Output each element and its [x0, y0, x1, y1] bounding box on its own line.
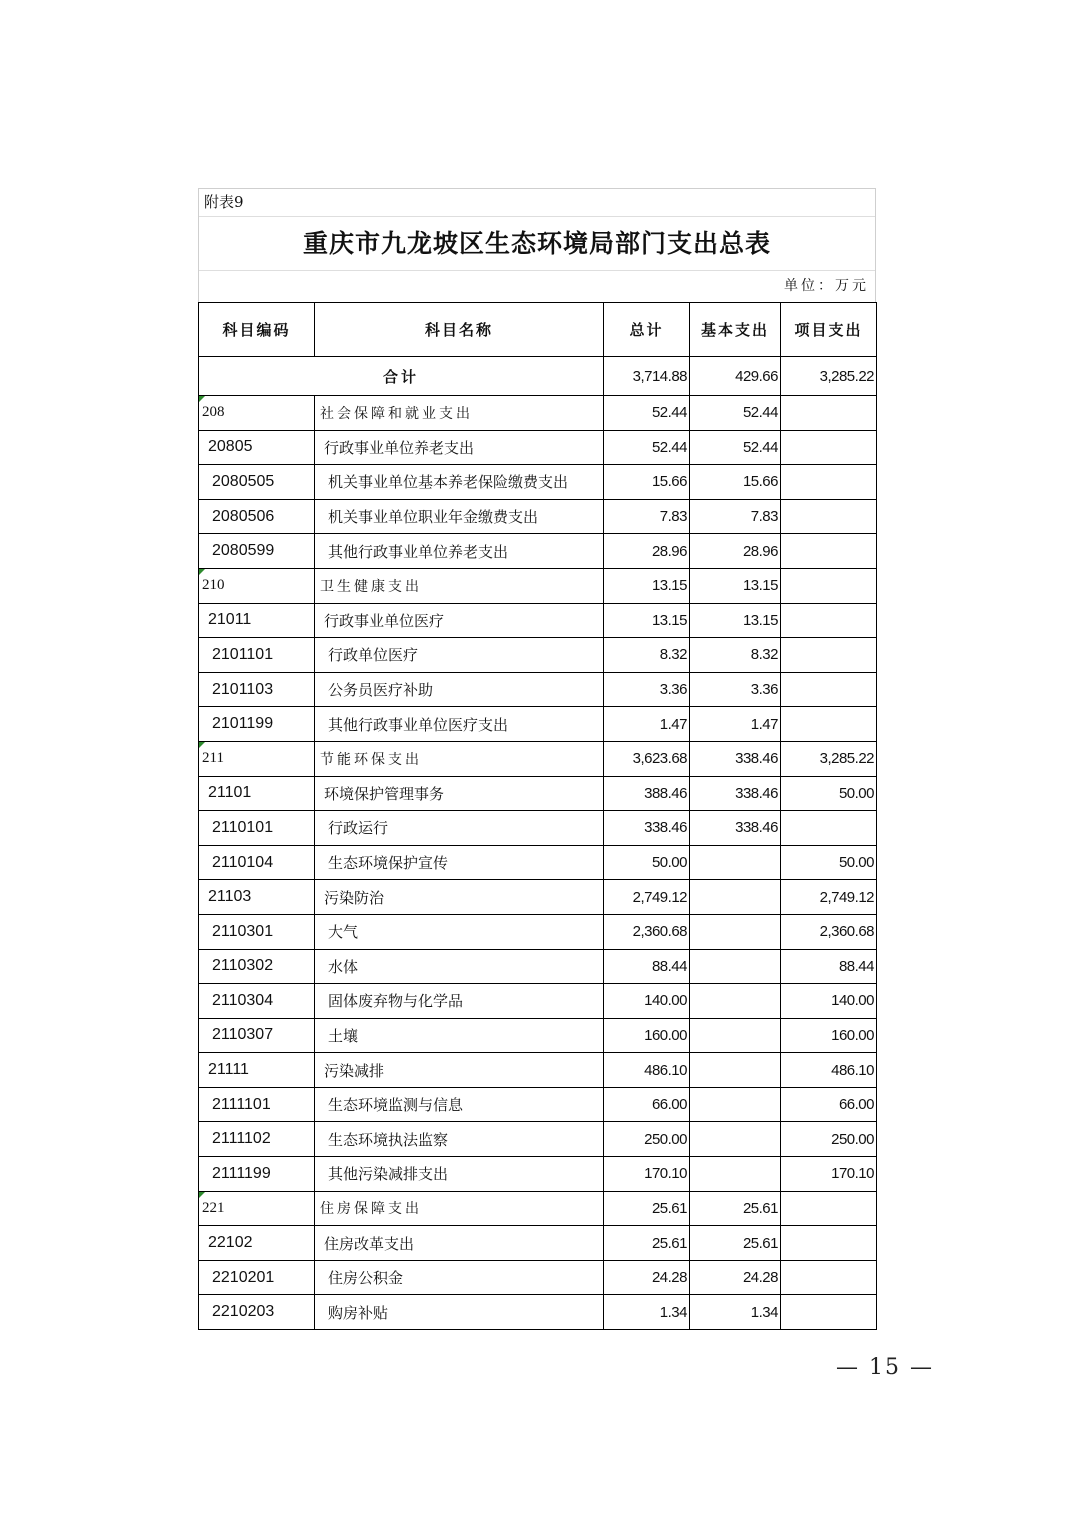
row-total-text: 28.96	[651, 542, 687, 560]
row-basic	[690, 880, 781, 915]
row-name	[315, 430, 604, 465]
cell-flag-icon	[199, 569, 205, 575]
total-basic: 429.66	[690, 357, 781, 396]
row-name-text: 节能环保支出	[320, 751, 422, 768]
row-code-text: 21111	[208, 1061, 249, 1079]
row-code	[199, 776, 315, 811]
row-basic-text: 52.44	[742, 438, 778, 456]
row-name	[315, 465, 604, 500]
row-name	[315, 1018, 604, 1053]
row-project	[781, 741, 877, 776]
row-name	[315, 811, 604, 846]
row-total	[604, 776, 690, 811]
row-project-text: 50.00	[838, 854, 874, 872]
row-project-text: 2,360.68	[819, 923, 874, 941]
row-code-text: 210	[202, 577, 225, 594]
row-name	[315, 776, 604, 811]
row-project-text: 50.00	[838, 784, 874, 802]
row-basic	[690, 1157, 781, 1192]
row-basic	[690, 707, 781, 742]
row-project	[781, 880, 877, 915]
row-name	[315, 1260, 604, 1295]
table-row	[199, 568, 877, 603]
table-row	[199, 603, 877, 638]
row-basic-text: 338.46	[735, 819, 778, 837]
row-project	[781, 638, 877, 673]
row-project	[781, 603, 877, 638]
row-basic-text: 52.44	[742, 404, 778, 422]
row-code-text: 2110302	[212, 957, 274, 975]
row-code	[199, 568, 315, 603]
row-name	[315, 534, 604, 569]
row-code	[199, 638, 315, 673]
row-basic-text: 25.61	[742, 1199, 778, 1217]
row-code-text: 2111102	[212, 1130, 271, 1148]
header-name: 科目名称	[315, 303, 604, 357]
row-total-text: 2,749.12	[632, 888, 687, 906]
row-project	[781, 672, 877, 707]
table-row	[199, 707, 877, 742]
row-basic	[690, 465, 781, 500]
row-total-text: 170.10	[644, 1165, 687, 1183]
row-project-text: 250.00	[831, 1130, 874, 1148]
row-total-text: 7.83	[659, 508, 687, 526]
row-name-text: 社会保障和就业支出	[320, 405, 473, 422]
row-code	[199, 1226, 315, 1261]
row-name	[315, 1122, 604, 1157]
row-basic	[690, 914, 781, 949]
row-total	[604, 638, 690, 673]
row-code-text: 2111101	[212, 1095, 271, 1113]
row-code	[199, 1087, 315, 1122]
row-project	[781, 1018, 877, 1053]
row-name-text: 环境保护管理事务	[324, 784, 445, 803]
row-name	[315, 499, 604, 534]
row-code	[199, 1018, 315, 1053]
table-row	[199, 984, 877, 1019]
row-code	[199, 1122, 315, 1157]
row-name-text: 生态环境保护宣传	[328, 854, 449, 873]
row-project	[781, 776, 877, 811]
row-basic	[690, 1018, 781, 1053]
header-total: 总计	[604, 303, 690, 357]
table-row	[199, 1018, 877, 1053]
row-code	[199, 672, 315, 707]
table-row	[199, 1191, 877, 1226]
row-basic	[690, 741, 781, 776]
row-name-text: 行政事业单位养老支出	[324, 438, 475, 457]
row-name-text: 水体	[328, 957, 359, 976]
row-basic	[690, 603, 781, 638]
row-project	[781, 1122, 877, 1157]
row-project-text: 2,749.12	[819, 888, 874, 906]
row-name	[315, 568, 604, 603]
row-name-text: 机关事业单位职业年金缴费支出	[328, 508, 539, 527]
row-code-text: 2080506	[212, 507, 275, 525]
row-project	[781, 1191, 877, 1226]
row-code	[199, 430, 315, 465]
row-total-text: 8.32	[659, 646, 687, 664]
row-basic-text: 25.61	[742, 1234, 778, 1252]
row-project-text: 170.10	[831, 1165, 874, 1183]
row-total	[604, 499, 690, 534]
row-name-text: 住房保障支出	[320, 1201, 422, 1218]
row-project	[781, 949, 877, 984]
row-total-text: 2,360.68	[632, 923, 687, 941]
row-code	[199, 396, 315, 431]
row-basic-text: 3.36	[750, 681, 778, 699]
sheet-header	[198, 188, 876, 302]
unit-label: 单位：万元	[784, 278, 869, 294]
row-basic-text: 24.28	[742, 1269, 778, 1287]
row-code-text: 21101	[208, 784, 252, 802]
row-total	[604, 1157, 690, 1192]
row-name-text: 公务员医疗补助	[328, 681, 434, 700]
row-code	[199, 811, 315, 846]
row-code-text: 2110304	[212, 991, 274, 1009]
row-code-text: 2101103	[212, 680, 274, 698]
table-row	[199, 638, 877, 673]
row-name-text: 机关事业单位基本养老保险缴费支出	[328, 473, 569, 492]
row-total	[604, 1122, 690, 1157]
row-total	[604, 845, 690, 880]
row-project-text: 486.10	[831, 1061, 874, 1079]
row-total-text: 13.15	[651, 611, 687, 629]
table-row	[199, 396, 877, 431]
row-code-text: 208	[202, 404, 225, 421]
table-title: 重庆市九龙坡区生态环境局部门支出总表	[199, 217, 875, 271]
row-basic	[690, 534, 781, 569]
row-total-text: 25.61	[651, 1199, 687, 1217]
row-basic-text: 1.47	[750, 715, 778, 733]
row-total-text: 52.44	[651, 404, 687, 422]
row-total	[604, 949, 690, 984]
row-code-text: 2210203	[212, 1303, 275, 1321]
row-project	[781, 430, 877, 465]
row-basic	[690, 1191, 781, 1226]
row-code-text: 20805	[208, 438, 253, 456]
row-name-text: 行政单位医疗	[328, 646, 419, 665]
table-row	[199, 1122, 877, 1157]
row-basic-text: 7.83	[750, 508, 778, 526]
table-row	[199, 1087, 877, 1122]
row-total	[604, 741, 690, 776]
row-code	[199, 845, 315, 880]
row-basic-text: 8.32	[750, 646, 778, 664]
row-name	[315, 707, 604, 742]
row-total	[604, 603, 690, 638]
row-name-text: 污染防治	[324, 888, 385, 907]
row-name	[315, 741, 604, 776]
row-basic	[690, 499, 781, 534]
row-total-text: 66.00	[651, 1096, 687, 1114]
row-total	[604, 1053, 690, 1088]
row-basic	[690, 1226, 781, 1261]
row-name-text: 卫生健康支出	[320, 578, 422, 595]
header-code: 科目编码	[199, 303, 315, 357]
table-row	[199, 534, 877, 569]
row-project	[781, 845, 877, 880]
row-basic	[690, 984, 781, 1019]
row-name-text: 土壤	[328, 1026, 359, 1045]
row-basic-text: 338.46	[735, 750, 778, 768]
row-code-text: 2080599	[212, 542, 275, 560]
table-row	[199, 1157, 877, 1192]
table-row	[199, 949, 877, 984]
row-name-text: 其他污染减排支出	[328, 1165, 449, 1184]
row-basic	[690, 672, 781, 707]
row-name	[315, 638, 604, 673]
row-name-text: 其他行政事业单位医疗支出	[328, 715, 509, 734]
row-code-text: 2110301	[212, 922, 274, 940]
row-name-text: 固体废弃物与化学品	[328, 992, 464, 1011]
row-code-text: 2110101	[212, 818, 274, 836]
row-total-text: 338.46	[644, 819, 687, 837]
row-project	[781, 1157, 877, 1192]
row-basic	[690, 776, 781, 811]
row-name-text: 生态环境执法监察	[328, 1130, 449, 1149]
row-basic	[690, 811, 781, 846]
row-total	[604, 914, 690, 949]
table-row	[199, 1295, 877, 1330]
row-project	[781, 465, 877, 500]
row-total-text: 24.28	[651, 1269, 687, 1287]
row-total-text: 3,623.68	[632, 750, 687, 768]
row-total	[604, 1191, 690, 1226]
table-row	[199, 430, 877, 465]
row-total-text: 1.34	[659, 1303, 687, 1321]
row-basic	[690, 568, 781, 603]
row-name-text: 住房公积金	[328, 1269, 404, 1288]
row-name-text: 行政运行	[328, 819, 389, 838]
row-code	[199, 534, 315, 569]
expenditure-sheet	[198, 188, 876, 1330]
row-basic-text: 28.96	[742, 542, 778, 560]
row-code-text: 21103	[208, 888, 252, 906]
row-code	[199, 1260, 315, 1295]
row-name	[315, 1226, 604, 1261]
row-basic-text: 13.15	[742, 611, 778, 629]
row-name-text: 污染减排	[324, 1061, 385, 1080]
row-name	[315, 984, 604, 1019]
total-total: 3,714.88	[604, 357, 690, 396]
row-code-text: 2210201	[212, 1268, 275, 1286]
total-label: 合计	[199, 357, 604, 396]
row-code-text: 2110307	[212, 1026, 274, 1044]
cell-flag-icon	[199, 742, 205, 748]
row-total-text: 13.15	[651, 577, 687, 595]
row-project	[781, 984, 877, 1019]
table-row	[199, 465, 877, 500]
table-row	[199, 811, 877, 846]
row-total	[604, 880, 690, 915]
table-row	[199, 880, 877, 915]
row-total-text: 88.44	[651, 957, 687, 975]
row-total-text: 160.00	[644, 1026, 687, 1044]
cell-flag-icon	[199, 1192, 205, 1198]
row-code	[199, 1295, 315, 1330]
row-code-text: 22102	[208, 1234, 253, 1252]
row-total	[604, 396, 690, 431]
row-total-text: 52.44	[651, 438, 687, 456]
row-code-text: 2101101	[212, 645, 274, 663]
row-code-text: 221	[202, 1199, 225, 1216]
row-project-text: 160.00	[831, 1026, 874, 1044]
row-project	[781, 1087, 877, 1122]
expenditure-table	[198, 302, 877, 1330]
row-total	[604, 707, 690, 742]
row-project	[781, 707, 877, 742]
row-basic	[690, 1295, 781, 1330]
row-name	[315, 396, 604, 431]
row-name	[315, 1157, 604, 1192]
row-name	[315, 914, 604, 949]
table-row	[199, 499, 877, 534]
row-name-text: 住房改革支出	[324, 1234, 415, 1253]
row-code-text: 2110104	[212, 853, 274, 871]
row-code-text: 2080505	[212, 472, 275, 490]
row-code	[199, 465, 315, 500]
row-name	[315, 949, 604, 984]
total-project: 3,285.22	[781, 357, 877, 396]
row-code	[199, 914, 315, 949]
row-basic-text: 338.46	[735, 784, 778, 802]
row-total-text: 3.36	[659, 681, 687, 699]
row-total	[604, 534, 690, 569]
row-code	[199, 603, 315, 638]
header-project: 项目支出	[781, 303, 877, 357]
table-row	[199, 1260, 877, 1295]
row-total-text: 140.00	[644, 992, 687, 1010]
table-row	[199, 741, 877, 776]
row-project	[781, 811, 877, 846]
row-name-text: 大气	[328, 923, 359, 942]
row-basic	[690, 949, 781, 984]
attachment-label: 附表9	[199, 189, 875, 217]
page-number: — 15 —	[836, 1355, 934, 1380]
row-total-text: 486.10	[644, 1061, 687, 1079]
row-project	[781, 1295, 877, 1330]
row-project	[781, 1260, 877, 1295]
row-basic	[690, 1260, 781, 1295]
row-name	[315, 880, 604, 915]
row-basic	[690, 1053, 781, 1088]
row-basic	[690, 1087, 781, 1122]
row-project	[781, 396, 877, 431]
row-code	[199, 1157, 315, 1192]
row-project	[781, 499, 877, 534]
row-project	[781, 1226, 877, 1261]
row-code	[199, 1191, 315, 1226]
row-code	[199, 949, 315, 984]
row-project-text: 140.00	[831, 992, 874, 1010]
table-row	[199, 776, 877, 811]
row-code	[199, 741, 315, 776]
row-project-text: 3,285.22	[819, 750, 874, 768]
row-name	[315, 1087, 604, 1122]
row-name	[315, 1053, 604, 1088]
header-row	[199, 303, 877, 357]
row-total-text: 388.46	[644, 784, 687, 802]
table-row	[199, 1226, 877, 1261]
row-name-text: 其他行政事业单位养老支出	[328, 542, 509, 561]
row-code	[199, 707, 315, 742]
row-total	[604, 1260, 690, 1295]
row-code-text: 2111199	[212, 1164, 271, 1182]
row-name	[315, 1295, 604, 1330]
row-project	[781, 534, 877, 569]
row-code-text: 21011	[208, 611, 252, 629]
table-row	[199, 845, 877, 880]
row-project	[781, 1053, 877, 1088]
table-row	[199, 1053, 877, 1088]
row-name-text: 购房补贴	[328, 1303, 389, 1322]
row-project	[781, 568, 877, 603]
row-total	[604, 984, 690, 1019]
row-basic	[690, 638, 781, 673]
row-total-text: 15.66	[651, 473, 687, 491]
row-code	[199, 499, 315, 534]
row-total	[604, 672, 690, 707]
row-basic-text: 15.66	[742, 473, 778, 491]
row-total	[604, 1018, 690, 1053]
row-basic	[690, 845, 781, 880]
table-row	[199, 914, 877, 949]
row-total-text: 1.47	[659, 715, 687, 733]
row-code	[199, 880, 315, 915]
row-total	[604, 811, 690, 846]
row-total	[604, 1087, 690, 1122]
row-total	[604, 430, 690, 465]
row-name	[315, 1191, 604, 1226]
row-name-text: 生态环境监测与信息	[328, 1096, 464, 1115]
row-project-text: 88.44	[838, 957, 874, 975]
row-basic	[690, 1122, 781, 1157]
row-total	[604, 1226, 690, 1261]
row-basic	[690, 430, 781, 465]
header-basic: 基本支出	[690, 303, 781, 357]
row-name	[315, 672, 604, 707]
cell-flag-icon	[199, 396, 205, 402]
row-name-text: 行政事业单位医疗	[324, 611, 445, 630]
row-name	[315, 845, 604, 880]
row-total	[604, 1295, 690, 1330]
row-total-text: 50.00	[651, 854, 687, 872]
row-code-text: 2101199	[212, 715, 274, 733]
row-code	[199, 1053, 315, 1088]
row-code-text: 211	[202, 750, 224, 767]
row-name	[315, 603, 604, 638]
row-basic-text: 1.34	[750, 1303, 778, 1321]
row-project	[781, 914, 877, 949]
row-basic-text: 13.15	[742, 577, 778, 595]
row-total-text: 25.61	[651, 1234, 687, 1252]
row-code	[199, 984, 315, 1019]
row-total	[604, 465, 690, 500]
row-project-text: 66.00	[838, 1096, 874, 1114]
row-total	[604, 568, 690, 603]
total-row	[199, 357, 877, 396]
table-row	[199, 672, 877, 707]
row-basic	[690, 396, 781, 431]
row-total-text: 250.00	[644, 1130, 687, 1148]
